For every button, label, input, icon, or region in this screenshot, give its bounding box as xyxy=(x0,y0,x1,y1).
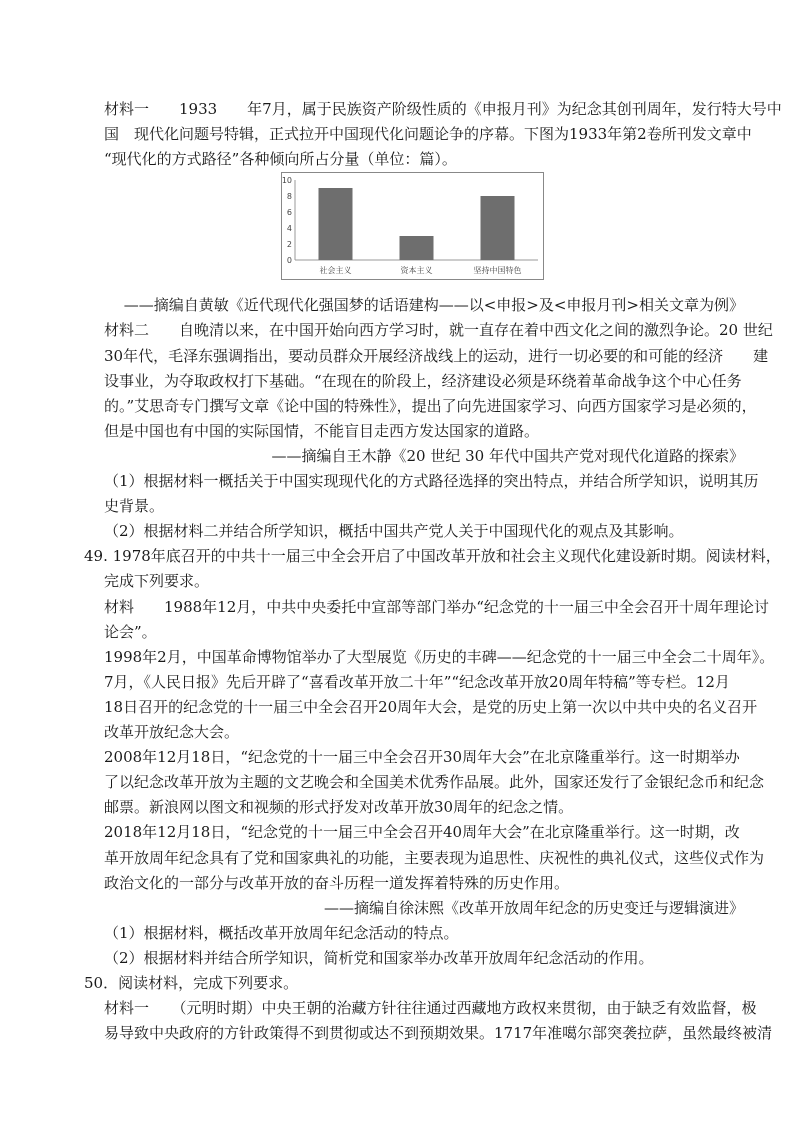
source-citation: ——摘编自王木静《20 世纪 30 年代中国共产党对现代化道路的探索》 xyxy=(271,447,744,465)
text-line: 材料一 1933 年7月，属于民族资产阶级性质的《申报月刊》为纪念其创刊周年，发行特大号中 xyxy=(104,100,782,118)
text-line: 材料 1988年12月，中共中央委托中宣部等部门举办“纪念党的十一届三中全会召开十周年理论讨 xyxy=(104,598,769,616)
bar xyxy=(319,188,353,260)
text-line: 论会”。 xyxy=(104,623,157,641)
text-line: “现代化的方式路径”各种倾向所占分量（单位：篇）。 xyxy=(104,150,457,168)
y-tick-label: 10 xyxy=(281,176,292,185)
bar-chart xyxy=(281,172,544,280)
text-line: 18日召开的纪念党的十一届三中全会召开20周年大会，是党的历史上第一次以中共中央的名义召开 xyxy=(104,698,758,716)
question-49-heading: 49. 1978年底召开的中共十一届三中全会开启了中国改革开放和社会主义现代化建设新时期。阅读材料， xyxy=(84,547,781,565)
text-line: 的。”艾思奇专门撰写文章《论中国的特殊性》，提出了向先进国家学习、向西方国家学习是必须的， xyxy=(104,397,757,415)
question-line: （2）根据材料并结合所学知识，简析党和国家举办改革开放周年纪念活动的作用。 xyxy=(104,949,654,967)
question-line: （2）根据材料二并结合所学知识，概括中国共产党人关于中国现代化的观点及其影响。 xyxy=(104,522,684,540)
y-tick-label: 4 xyxy=(286,224,292,233)
text-line: 邮票。新浪网以图文和视频的形式抒发对改革开放30周年的纪念之情。 xyxy=(104,798,574,816)
text-line: 1998年2月，中国革命博物馆举办了大型展览《历史的丰碑——纪念党的十一届三中全会二十周年》。 xyxy=(104,648,775,666)
bar xyxy=(481,196,515,260)
text-line: 设事业，为夺取政权打下基础。“在现在的阶段上，经济建设必须是环绕着革命战争这个中心任务 xyxy=(104,372,742,390)
text-line: 材料二 自晚清以来，在中国开始向西方学习时，就一直存在着中西文化之间的激烈争论。20 世纪 xyxy=(104,321,773,339)
text-line: 完成下列要求。 xyxy=(104,572,210,590)
source-citation: ——摘编自徐沫熙《改革开放周年纪念的历史变迁与逻辑演进》 xyxy=(323,899,744,917)
text-line: 但是中国也有中国的实际国情，不能盲目走西方发达国家的道路。 xyxy=(104,422,540,440)
text-line: 2008年12月18日，“纪念党的十一届三中全会召开30周年大会”在北京隆重举行。这一时期举办 xyxy=(104,748,740,766)
text-line: 30年代，毛泽东强调指出，要动员群众开展经济战线上的运动，进行一切必要的和可能的经济 建 xyxy=(104,347,769,365)
y-tick-label: 8 xyxy=(286,192,292,201)
y-tick-label: 6 xyxy=(286,208,292,217)
text-line: 国 现代化问题号特辑，正式拉开中国现代化问题论争的序幕。下图为1933年第2卷所刊发文章中 xyxy=(104,125,752,143)
text-line: 改革开放纪念大会。 xyxy=(104,723,240,741)
y-tick-label: 2 xyxy=(286,240,292,249)
question-line: （1）根据材料，概括改革开放周年纪念活动的特点。 xyxy=(104,924,459,942)
text-line: 革开放周年纪念具有了党和国家典礼的功能，主要表现为追思性、庆祝性的典礼仪式，这些仪式作为 xyxy=(104,849,765,867)
text-line: 了以纪念改革开放为主题的文艺晚会和全国美术优秀作品展。此外，国家还发行了金银纪念币和纪念 xyxy=(104,773,765,791)
source-citation: ——摘编自黄敏《近代现代化强国梦的话语建构——以<申报>及<申报月刊>相关文章为例》 xyxy=(123,296,744,314)
text-line: 易导致中央政府的方针政策得不到贯彻或达不到预期效果。1717年准噶尔部突袭拉萨，虽然最终被清 xyxy=(104,1024,773,1042)
chart-svg xyxy=(281,172,544,280)
text-line: 7月，《人民日报》先后开辟了“喜看改革开放二十年”“纪念改革开放20周年特稿”等专栏。12月 xyxy=(104,673,730,691)
x-category-label: 社会主义 xyxy=(319,266,352,275)
text-line: 2018年12月18日，“纪念党的十一届三中全会召开40周年大会”在北京隆重举行。这一时期，改 xyxy=(104,823,740,841)
text-line: 政治文化的一部分与改革开放的奋斗历程一道发挥着特殊的历史作用。 xyxy=(104,874,570,892)
x-category-label: 资本主义 xyxy=(400,266,433,275)
question-50-heading: 50．阅读材料，完成下列要求。 xyxy=(84,974,299,992)
x-category-label: 坚持中国特色 xyxy=(473,266,522,275)
bar xyxy=(400,236,434,260)
question-line: （1）根据材料一概括关于中国实现现代化的方式路径选择的突出特点，并结合所学知识，说明其历 xyxy=(104,472,759,490)
y-tick-label: 0 xyxy=(286,256,292,265)
question-line: 史背景。 xyxy=(104,497,165,515)
text-line: 材料一 （元明时期）中央王朝的治藏方针往往通过西藏地方政权来贯彻，由于缺乏有效监督，极 xyxy=(104,999,757,1017)
